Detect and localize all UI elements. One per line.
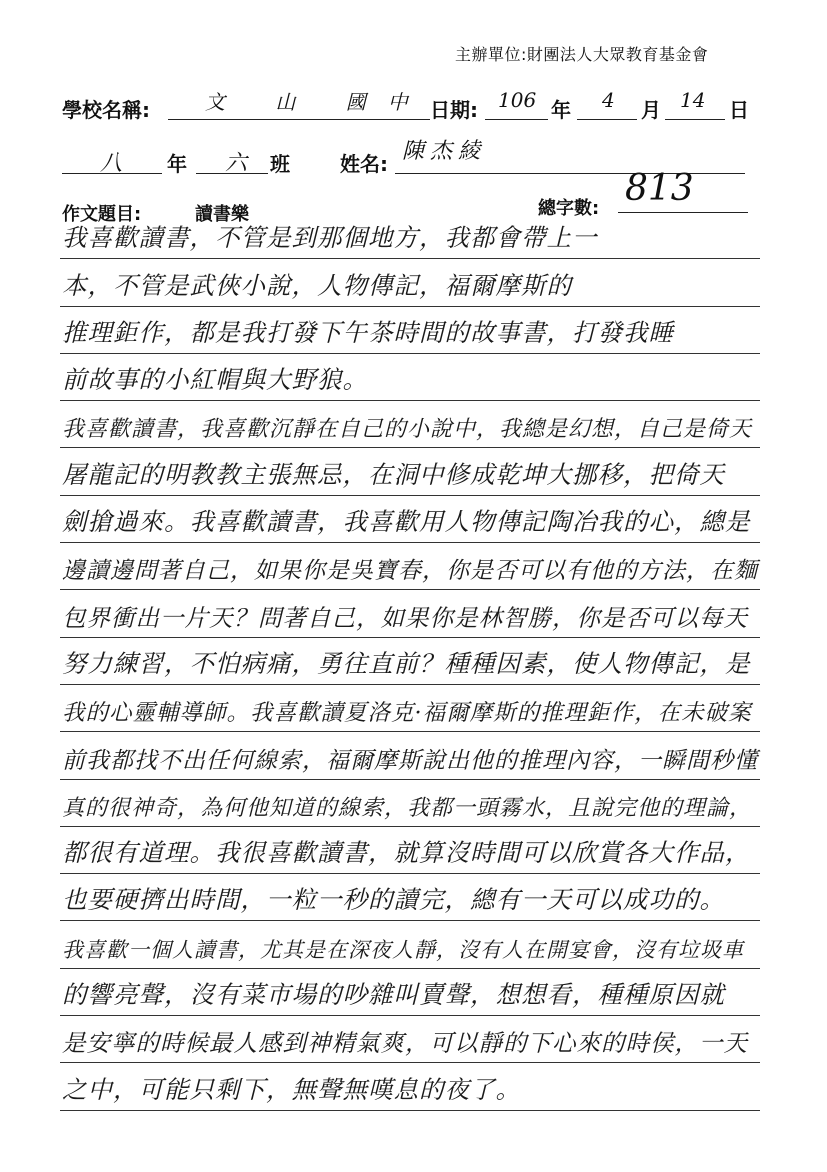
class-underline — [196, 173, 268, 174]
essay-line-text: 是安寧的時候最人感到神精氣爽，可以靜的下心來的時侯，一天 — [62, 1029, 748, 1058]
essay-line-text: 屠龍記的明教教主張無忌，在洞中修成乾坤大挪移，把倚天 — [62, 459, 725, 489]
essay-line — [60, 259, 760, 306]
essay-line-text: 努力練習，不怕病痛，勇往直前？種種因素，使人物傳記，是 — [62, 648, 751, 678]
essay-line — [60, 874, 760, 921]
grade-value: 八 — [100, 151, 123, 176]
essay-line — [60, 590, 760, 637]
essay-line-text: 本，不管是武俠小說，人物傳記，福爾摩斯的 — [62, 270, 572, 300]
essay-body — [60, 212, 760, 1111]
essay-line — [60, 921, 760, 968]
day-label: 日 — [729, 98, 749, 122]
class-value: 六 — [225, 151, 248, 176]
grade-underline — [62, 173, 162, 174]
day-value: 14 — [680, 88, 706, 112]
class-label: 班 — [270, 152, 290, 176]
essay-line-text: 前我都找不出任何線索，福爾摩斯說出他的推理內容，一瞬間秒懂 — [62, 747, 758, 774]
essay-line — [60, 732, 760, 779]
essay-line — [60, 448, 760, 495]
essay-line — [60, 543, 760, 590]
essay-line — [60, 307, 760, 354]
essay-line-text: 我喜歡讀書，我喜歡沉靜在自己的小說中，我總是幻想，自己是倚天 — [62, 417, 753, 443]
essay-line-text: 都很有道理。我很喜歡讀書，就算沒時間可以欣賞各大作品， — [62, 838, 751, 868]
essay-line-text: 真的很神奇，為何他知道的線索，我都一頭霧水，且說完他的理論， — [62, 795, 753, 821]
essay-line-text: 邊讀邊問著自己，如果你是吳寶春，你是否可以有他的方法，在麵 — [62, 558, 758, 585]
sponsor-line: 主辦單位:財團法人大眾教育基金會 — [455, 45, 709, 64]
date-label: 日期: — [430, 98, 478, 122]
year-label: 年 — [551, 98, 571, 122]
school-value: 文 山 國中 — [205, 90, 430, 114]
essay-line — [60, 685, 760, 732]
essay-line-text: 我的心靈輔導師。我喜歡讀夏洛克·福爾摩斯的推理鉅作，在未破案 — [62, 700, 752, 727]
essay-line — [60, 1063, 760, 1110]
topic-label: 作文題目: — [62, 204, 142, 225]
essay-line — [60, 354, 760, 401]
essay-line — [60, 401, 760, 448]
wordcount-label: 總字數: — [538, 198, 600, 219]
essay-line-text: 也要硬擠出時間，一粒一秒的讀完，總有一天可以成功的。 — [62, 885, 725, 915]
day-underline — [665, 119, 725, 120]
essay-line — [60, 638, 760, 685]
name-label: 姓名: — [340, 152, 388, 176]
essay-line-text: 劍搶過來。我喜歡讀書，我喜歡用人物傳記陶冶我的心，總是 — [62, 507, 751, 537]
year-value: 106 — [498, 88, 537, 112]
essay-line — [60, 969, 760, 1016]
essay-line-text: 前故事的小紅帽與大野狼。 — [62, 365, 368, 395]
month-label: 月 — [641, 98, 661, 122]
name-value: 陳杰綾 — [402, 139, 487, 164]
essay-line — [60, 496, 760, 543]
essay-line — [60, 780, 760, 827]
essay-line-text: 包界衝出一片天？問著自己，如果你是林智勝，你是否可以每天 — [62, 603, 748, 632]
essay-line — [60, 212, 760, 259]
school-underline — [168, 119, 430, 120]
school-label: 學校名稱: — [62, 98, 150, 122]
essay-line-text: 之中，可能只剩下，無聲無嘆息的夜了。 — [62, 1074, 521, 1104]
essay-line-text: 我喜歡一個人讀書，尤其是在深夜人靜，沒有人在開宴會，沒有垃圾車 — [62, 937, 744, 962]
essay-line-text: 推理鉅作，都是我打發下午茶時間的故事書，打發我睡 — [62, 317, 674, 347]
year-underline — [485, 119, 548, 120]
grade-label: 年 — [167, 152, 187, 176]
essay-line — [60, 827, 760, 874]
wordcount-value: 813 — [625, 168, 694, 209]
essay-line — [60, 1016, 760, 1063]
essay-line-text: 的響亮聲，沒有菜市場的吵雜叫賣聲，想想看，種種原因就 — [62, 980, 725, 1010]
topic-value: 讀書樂 — [195, 204, 249, 225]
month-value: 4 — [602, 88, 615, 112]
month-underline — [577, 119, 637, 120]
essay-line-text: 我喜歡讀書，不管是到那個地方，我都會帶上一 — [62, 223, 598, 253]
